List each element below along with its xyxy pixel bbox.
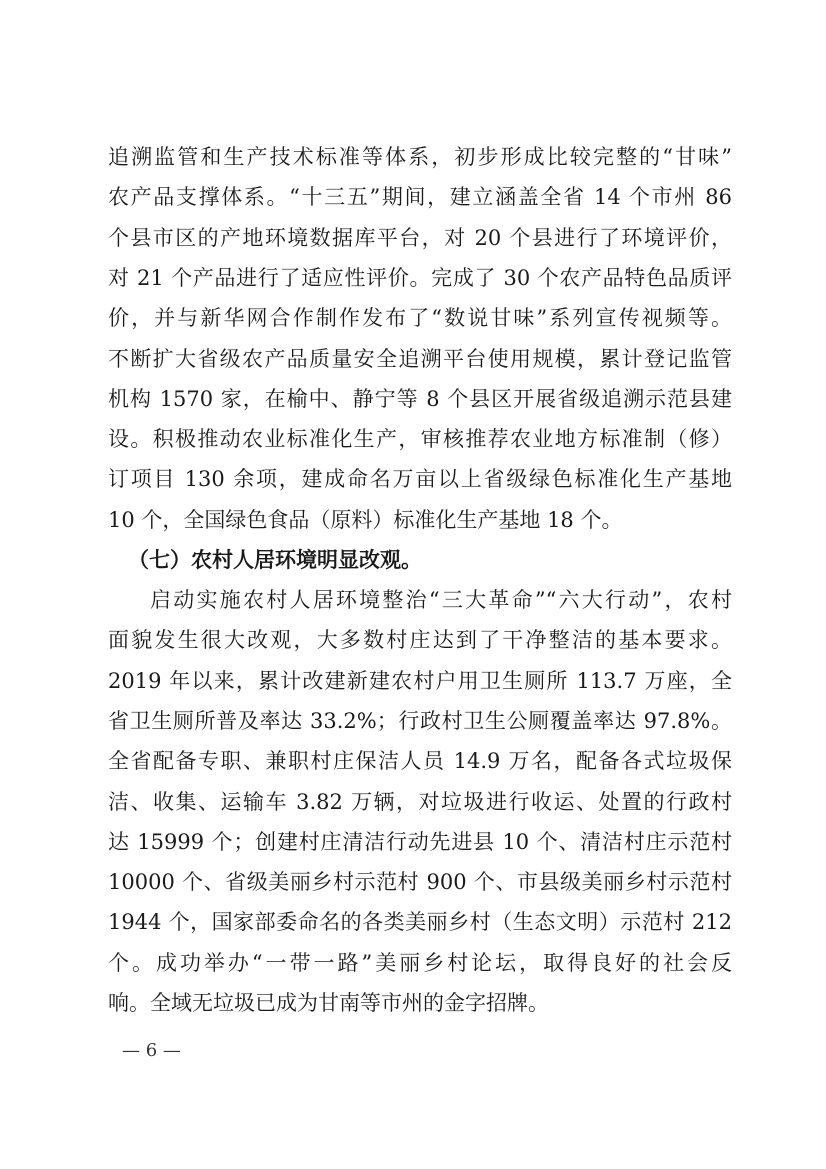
text-line: 2019 年以来，累计改建新建农村户用卫生厕所 113.7 万座，全 (108, 668, 732, 693)
text-line: 1944 个，国家部委命名的各类美丽乡村（生态文明）示范村 212 (108, 910, 732, 935)
text-line: 订项目 130 余项，建成命名万亩以上省级绿色标准化生产基地 (108, 467, 732, 492)
text-line: 不断扩大省级农产品质量安全追溯平台使用规模，累计登记监管 (108, 346, 732, 371)
text-line: 个县市区的产地环境数据库平台，对 20 个县进行了环境评价， (108, 225, 732, 250)
text-line: 价，并与新华网合作制作发布了“数说甘味”系列宣传视频等。 (108, 306, 732, 331)
text-line: 响。全域无垃圾已成为甘南等市州的金字招牌。 (108, 991, 549, 1015)
text-line: 个。成功举办“一带一路”美丽乡村论坛，取得良好的社会反 (108, 950, 732, 975)
text-line: 达 15999 个；创建村庄清洁行动先进县 10 个、清洁村庄示范村 (108, 829, 732, 854)
text-line: 启动实施农村人居环境整治“三大革命”“六大行动”，农村 (150, 588, 732, 612)
text-line: 10 个，全国绿色食品（原料）标准化生产基地 18 个。 (108, 507, 623, 532)
text-line: 10000 个、省级美丽乡村示范村 900 个、市县级美丽乡村示范村 (108, 870, 732, 895)
text-line: 追溯监管和生产技术标准等体系，初步形成比较完整的“甘味” (108, 145, 732, 169)
text-line: 机构 1570 家，在榆中、静宁等 8 个县区开展省级追溯示范县建 (108, 386, 732, 411)
text-line: 全省配备专职、兼职村庄保洁人员 14.9 万名，配备各式垃圾保 (108, 749, 732, 774)
text-line: 省卫生厕所普及率达 33.2%；行政村卫生公厕覆盖率达 97.8%。 (108, 708, 732, 733)
text-line: 农产品支撑体系。“十三五”期间，建立涵盖全省 14 个市州 86 (108, 185, 732, 210)
section-heading: （七）农村人居环境明显改观。 (128, 547, 422, 572)
text-line: 洁、收集、运输车 3.82 万辆，对垃圾进行收运、处置的行政村 (108, 789, 732, 814)
page-number: — 6 — (122, 1040, 181, 1061)
text-line: 设。积极推动农业标准化生产，审核推荐农业地方标准制（修） (108, 427, 732, 452)
text-line: 面貌发生很大改观，大多数村庄达到了干净整洁的基本要求。 (108, 628, 732, 653)
text-line: 对 21 个产品进行了适应性评价。完成了 30 个农产品特色品质评 (108, 265, 732, 290)
